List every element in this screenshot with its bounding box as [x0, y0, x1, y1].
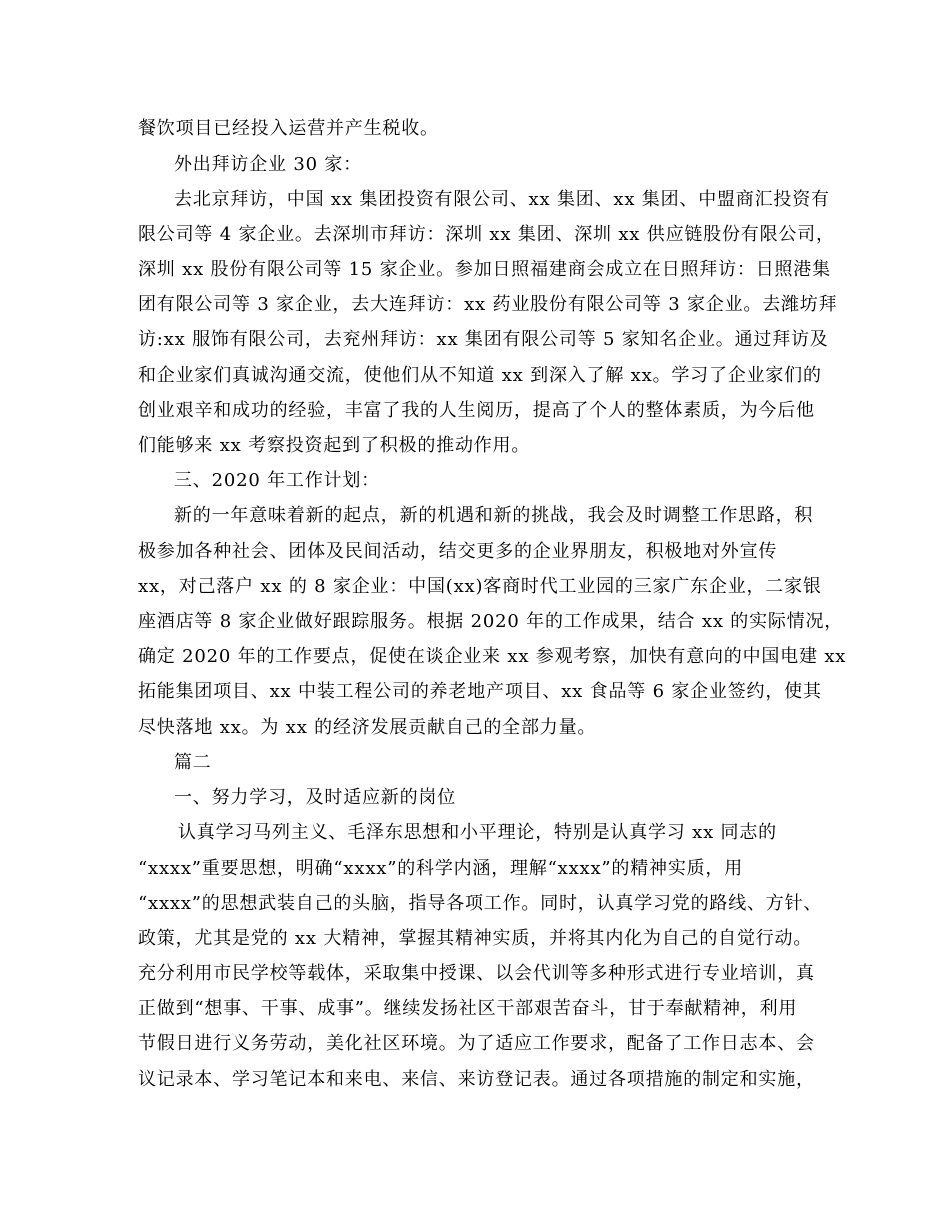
text-line: 去北京拜访，中国 xx 集团投资有限公司、xx 集团、xx 集团、中盟商汇投资有 [174, 189, 830, 210]
section-heading: 一、努力学习，及时适应新的岗位 [174, 787, 456, 808]
text-line: 正做到“想事、干事、成事”。继续发扬社区干部艰苦奋斗，甘于奉献精神，利用 [138, 998, 798, 1019]
text-line: 节假日进行义务劳动，美化社区环境。为了适应工作要求，配备了工作日志本、会 [138, 1033, 815, 1054]
text-line: xx，对己落户 xx 的 8 家企业：中国(xx)客商时代工业园的三家广东企业，二家银 [138, 576, 822, 597]
text-line: 议记录本、学习笔记本和来电、来信、来访登记表。通过各项措施的制定和实施， [138, 1069, 815, 1090]
section-heading: 篇二 [174, 752, 212, 773]
text-line: 和企业家们真诚沟通交流，使他们从不知道 xx 到深入了解 xx。学习了企业家们的 [138, 365, 822, 386]
text-line: “xxxx”重要思想，明确“xxxx”的科学内涵，理解“xxxx”的精神实质，用 [138, 858, 744, 879]
text-line: 们能够来 xx 考察投资起到了积极的推动作用。 [138, 435, 531, 456]
text-line: 极参加各种社会、团体及民间活动，结交更多的企业界朋友，积极地对外宣传 [138, 541, 778, 562]
text-line: 座酒店等 8 家企业做好跟踪服务。根据 2020 年的工作成果，结合 xx 的实际情况， [138, 611, 844, 632]
text-line: 认真学习马列主义、毛泽东思想和小平理论，特别是认真学习 xx 同志的 [178, 822, 777, 843]
section-heading: 三、2020 年工作计划： [174, 470, 380, 491]
text-line: 创业艰辛和成功的经验，丰富了我的人生阅历，提高了个人的整体素质，为今后他 [138, 400, 815, 421]
text-line: 餐饮项目已经投入运营并产生税收。 [138, 118, 439, 139]
text-line: 限公司等 4 家企业。去深圳市拜访：深圳 xx 集团、深圳 xx 供应链股份有限公司， [138, 224, 835, 245]
text-line: 充分利用市民学校等载体，采取集中授课、以会代训等多种形式进行专业培训，真 [138, 963, 815, 984]
text-line: 深圳 xx 股份有限公司等 15 家企业。参加日照福建商会成立在日照拜访：日照港集 [138, 259, 831, 280]
text-line: “xxxx”的思想武装自己的头脑，指导各项工作。同时，认真学习党的路线、方针、 [138, 893, 823, 914]
text-line: 拓能集团项目、xx 中装工程公司的养老地产项目、xx 食品等 6 家企业签约，使其 [138, 681, 822, 702]
text-line: 确定 2020 年的工作要点，促使在谈企业来 xx 参观考察，加快有意向的中国电建 xx [138, 646, 847, 667]
text-line: 团有限公司等 3 家企业，去大连拜访：xx 药业股份有限公司等 3 家企业。去潍坊拜 [138, 294, 838, 315]
text-line: 新的一年意味着新的起点，新的机遇和新的挑战，我会及时调整工作思路，积 [174, 505, 814, 526]
text-line: 政策，尤其是党的 xx 大精神，掌握其精神实质，并将其内化为自己的自觉行动。 [138, 928, 813, 949]
text-line: 访:xx 服饰有限公司，去兖州拜访：xx 集团有限公司等 5 家知名企业。通过拜访及 [138, 329, 829, 350]
text-line: 尽快落地 xx。为 xx 的经济发展贡献自己的全部力量。 [138, 717, 597, 738]
text-line: 外出拜访企业 30 家： [174, 154, 362, 175]
